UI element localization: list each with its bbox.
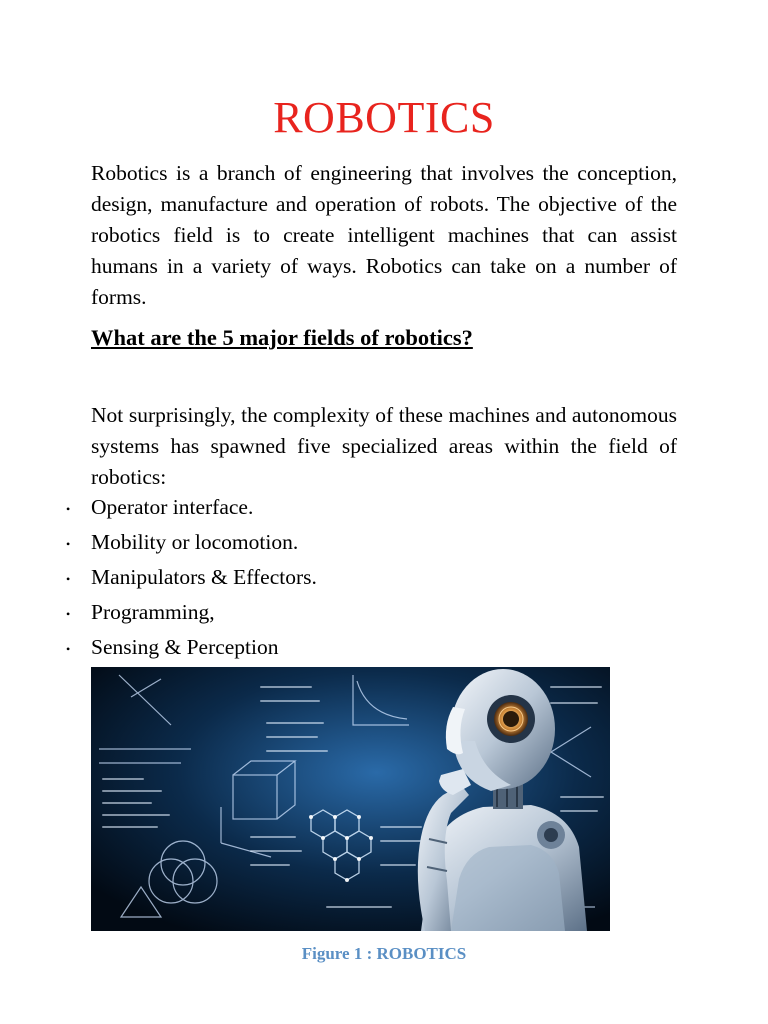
list-item-label: Manipulators & Effectors. xyxy=(91,565,317,589)
list-item xyxy=(0,560,768,595)
bullet-icon: • xyxy=(66,537,71,551)
robot-illustration xyxy=(91,667,610,931)
bullet-icon: • xyxy=(66,607,71,621)
bullet-icon: • xyxy=(66,502,71,516)
list-item xyxy=(0,595,768,630)
intro-paragraph: Robotics is a branch of engineering that involves the conception, design, manufacture and operation of robots. The objective of the robotics field is to create intelligent machines that can assist humans in a variety of ways. Robotics can take on a number of forms. xyxy=(91,161,677,309)
section-heading: What are the 5 major fields of robotics? xyxy=(91,325,473,350)
list-item-label: Mobility or locomotion. xyxy=(91,530,299,554)
list-item-label: Sensing & Perception xyxy=(91,635,279,659)
list-item-label: Operator interface. xyxy=(91,495,254,519)
list-item xyxy=(0,525,768,560)
list-item xyxy=(0,490,768,525)
fields-list xyxy=(0,490,768,665)
bullet-icon: • xyxy=(66,572,71,586)
figure-caption: Figure 1 : ROBOTICS xyxy=(301,944,467,963)
list-item xyxy=(0,630,768,665)
list-item-label: Programming, xyxy=(91,600,215,624)
section-paragraph: Not surprisingly, the complexity of these machines and autonomous systems has spawned five specialized areas within the field of robotics: xyxy=(91,403,677,489)
robotics-figure-image xyxy=(91,667,610,931)
bullet-icon: • xyxy=(66,642,71,656)
document-title: ROBOTICS xyxy=(273,93,495,142)
